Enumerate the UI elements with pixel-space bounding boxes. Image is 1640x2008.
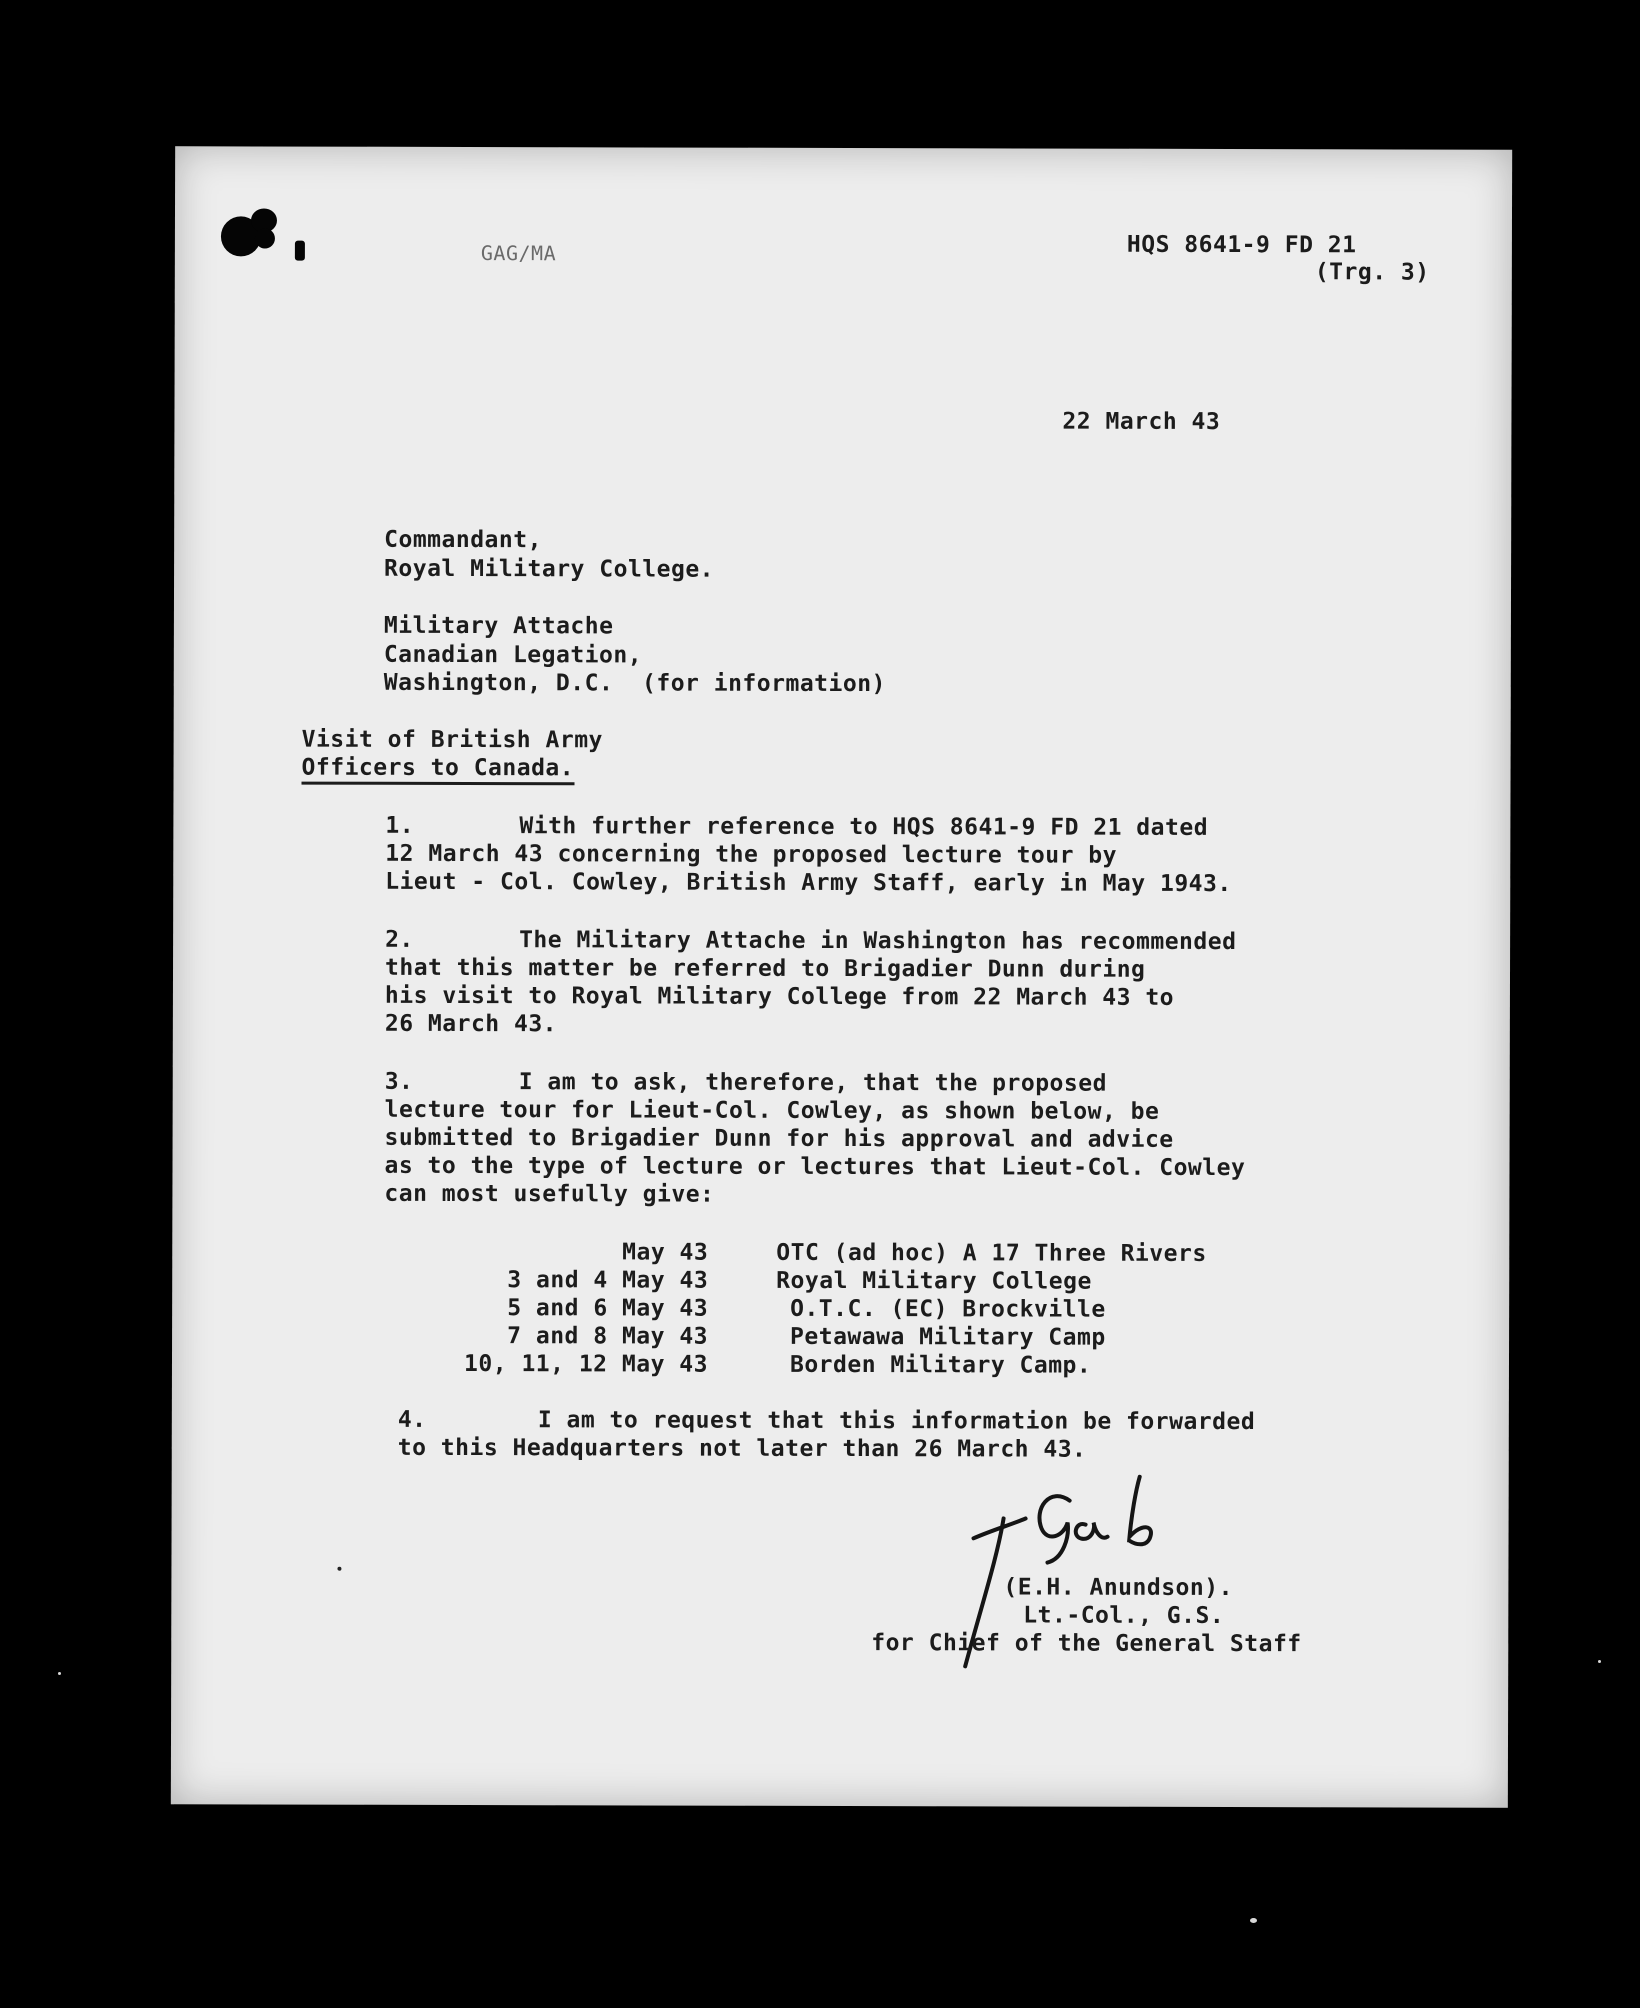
paragraph-line: that this matter be referred to Brigadier Dunn during xyxy=(384,954,1146,983)
signatory-name: (E.H. Anundson). xyxy=(1003,1574,1233,1602)
recipient-line: Royal Military College. xyxy=(384,555,715,583)
paragraph-line: Lieut - Col. Cowley, British Army Staff, early in May 1943. xyxy=(385,868,1232,898)
document-page xyxy=(171,146,1512,1807)
cc-recipient-line: Military Attache xyxy=(383,612,614,640)
cc-recipient-line: Washington, D.C. (for information) xyxy=(383,669,886,698)
schedule-place: O.T.C. (EC) Brockville xyxy=(790,1295,1106,1323)
schedule-date: 3 and 4 May 43 xyxy=(507,1267,709,1294)
signatory-for-line: for Chief of the General Staff xyxy=(871,1630,1302,1658)
schedule-place: Petawawa Military Camp xyxy=(790,1323,1106,1351)
document-date: 22 March 43 xyxy=(1062,408,1221,435)
paragraph-line: With further reference to HQS 8641-9 FD 21 dated xyxy=(519,813,1209,841)
paragraph-line: I am to ask, therefore, that the proposed xyxy=(518,1069,1107,1097)
schedule-place: Borden Military Camp. xyxy=(789,1351,1092,1379)
ink-mark xyxy=(295,241,305,261)
schedule-date: May 43 xyxy=(622,1239,709,1266)
paragraph-line: lecture tour for Lieut-Col. Cowley, as shown below, be xyxy=(384,1096,1160,1125)
paragraph-line: submitted to Brigadier Dunn for his approval and advice xyxy=(384,1124,1174,1153)
paragraph-line: 12 March 43 concerning the proposed lecture tour by xyxy=(385,840,1118,869)
recipient-line: Commandant, xyxy=(384,526,543,554)
subject-line: Visit of British Army xyxy=(301,726,603,754)
paragraph-line: as to the type of lecture or lectures that Lieut-Col. Cowley xyxy=(384,1152,1246,1182)
schedule-date: 7 and 8 May 43 xyxy=(507,1323,709,1350)
paragraph-number: 3. xyxy=(384,1068,414,1095)
paragraph-line: The Military Attache in Washington has recommended xyxy=(519,927,1237,956)
subject-line: Officers to Canada. xyxy=(302,757,575,786)
paragraph-line: his visit to Royal Military College from 22 March 43 to xyxy=(384,982,1175,1011)
paragraph-line: I am to request that this information be forwarded xyxy=(537,1407,1256,1436)
file-reference: HQS 8641-9 FD 21 xyxy=(1126,231,1357,259)
file-reference-sub: (Trg. 3) xyxy=(1314,259,1430,286)
dust-speck xyxy=(58,1672,61,1675)
ink-blot xyxy=(255,228,275,248)
paragraph-number: 2. xyxy=(385,926,414,953)
paragraph-number: 4. xyxy=(397,1406,427,1433)
speck xyxy=(337,1567,341,1571)
paragraph-line: can most usefully give: xyxy=(384,1180,715,1208)
signatory-rank: Lt.-Col., G.S. xyxy=(1023,1602,1225,1630)
dust-speck xyxy=(1598,1660,1601,1663)
paragraph-line: 26 March 43. xyxy=(384,1010,558,1038)
paragraph-number: 1. xyxy=(385,812,415,839)
schedule-place: OTC (ad hoc) A 17 Three Rivers xyxy=(776,1239,1207,1267)
schedule-place: Royal Military College xyxy=(776,1267,1092,1295)
paragraph-line: to this Headquarters not later than 26 March 43. xyxy=(397,1434,1087,1463)
dust-speck xyxy=(1250,1918,1257,1923)
cc-recipient-line: Canadian Legation, xyxy=(383,641,643,669)
schedule-date: 5 and 6 May 43 xyxy=(507,1295,709,1322)
schedule-date: 10, 11, 12 May 43 xyxy=(464,1351,709,1378)
initials-reference: GAG/MA xyxy=(480,241,557,266)
